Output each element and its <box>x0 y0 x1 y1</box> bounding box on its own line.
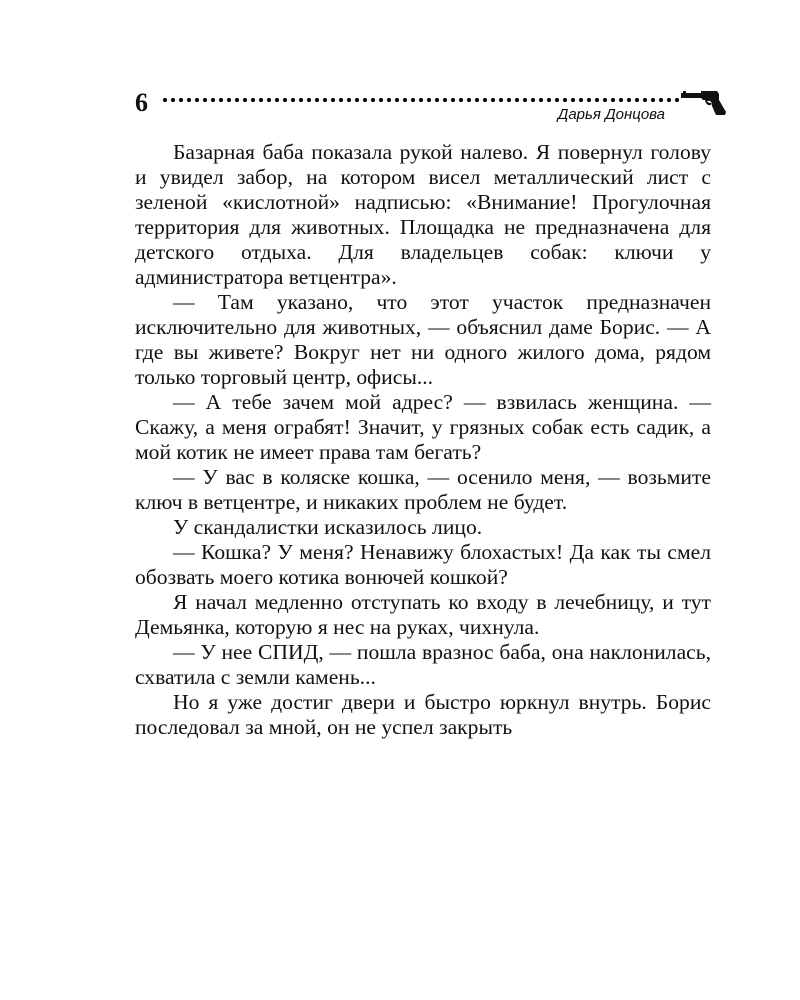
paragraph: Но я уже достиг двери и быстро юркнул внутрь. Борис последовал за мной, он не успел закрыть <box>135 690 711 739</box>
page-number: 6 <box>135 88 148 117</box>
running-header <box>135 88 725 128</box>
dotted-rule <box>161 97 681 103</box>
paragraph: — А тебе зачем мой адрес? — взвилась женщина. — Скажу, а меня ограбят! Значит, у грязных собак есть садик, а мой котик не имеет права там бегать? <box>135 390 711 464</box>
author-name: Дарья Донцова <box>557 106 665 123</box>
revolver-icon <box>681 88 727 116</box>
body-text <box>135 140 711 740</box>
paragraph: — У вас в коляске кошка, — осенило меня, — возьмите ключ в ветцентре, и никаких проблем не будет. <box>135 465 711 514</box>
paragraph: Я начал медленно отступать ко входу в лечебницу, и тут Демьянка, которую я нес на руках, чихнула. <box>135 590 711 639</box>
paragraph: У скандалистки исказилось лицо. <box>173 515 483 539</box>
paragraph: Базарная баба показала рукой налево. Я повернул голову и увидел забор, на котором висел металлический лист с зеленой «кислотной» надписью: «Внимание! Прогулочная территория для животных. Площадка не предназначена для детского отдыха. Для владельцев собак: ключи у администратора ветцентра». <box>135 140 711 289</box>
paragraph: — У нее СПИД, — пошла вразнос баба, она наклонилась, схватила с земли камень... <box>135 640 711 689</box>
paragraph: — Кошка? У меня? Ненавижу блохастых! Да как ты смел обозвать моего котика вонючей кошкой? <box>135 540 711 589</box>
paragraph: — Там указано, что этот участок предназначен исключительно для животных, — объяснил даме Борис. — А где вы живете? Вокруг нет ни одного жилого дома, рядом только торговый центр, офисы... <box>135 290 711 389</box>
